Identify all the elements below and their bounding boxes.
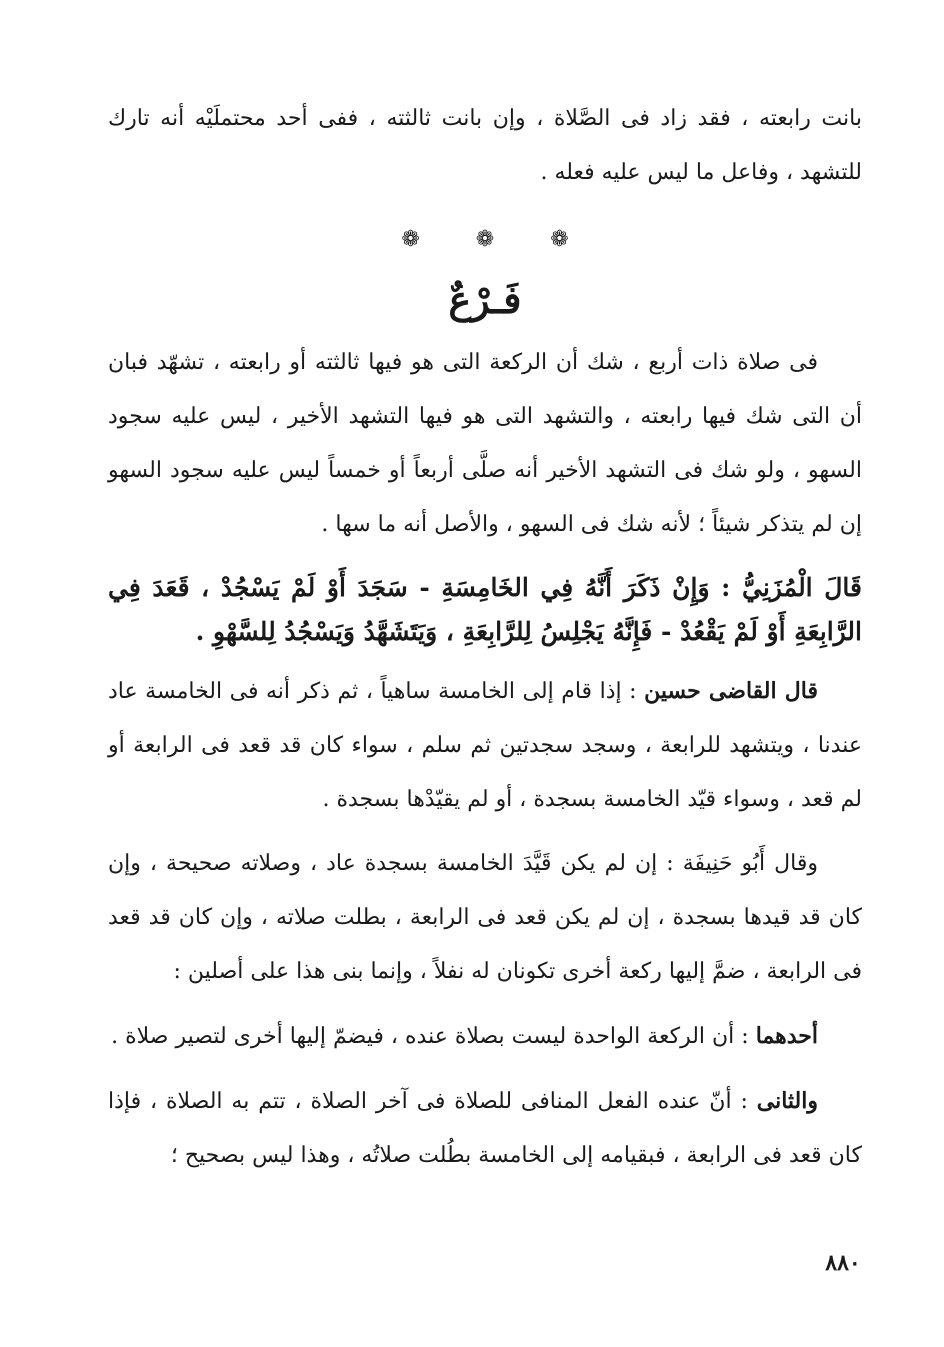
section-divider <box>108 208 862 272</box>
qadi-husayn-text: : إذا قام إلى الخامسة ساهياً ، ثم ذكر أنه فى الخامسة عاد عندنا ، ويتشهد للرابعة ، وسجد سجدتين ثم سلم ، سواء كان قد قعد فى الرابعة أو لم قعد ، وسواء قيّد الخامسة بسجدة ، أو لم يقيّدْها بسجدة . <box>108 679 862 812</box>
flower-ornament-icon: ❁ <box>475 227 495 252</box>
paragraph-doubt: فى صلاة ذات أربع ، شك أن الركعة التى هو فيها ثالثته أو رابعته ، تشهّد فبان أن التى شك فيها رابعته ، والتشهد التى هو فيها التشهد الأخير ، ليس عليه سجود السهو ، ولو شك فى التشهد الأخير أنه صلَّى أربعاً أو خمساً ليس عليه سجود السهو إن لم يتذكر شيئاً ؛ لأنه شك فى السهو ، والأصل أنه ما سها . <box>108 350 862 537</box>
paragraph-qadi-husayn <box>108 664 862 827</box>
qadi-husayn-lead: قال القاضى حسين <box>644 678 818 704</box>
muzani-quote: قَالَ الْمُزَنِيُّ : وَإِنْ ذَكَرَ أَنَّهُ فِي الخَامِسَةِ - سَجَدَ أَوْ لَمْ يَسْجُدْ ، قَعَدَ فِي الرَّابِعَةِ أَوْ لَمْ يَقْعُدْ - فَإِنَّهُ يَجْلِسُ لِلرَّابِعَةِ ، وَيَتَشَهَّدُ وَيَسْجُدُ لِلسَّهْوِ . <box>108 573 862 646</box>
first-principle-lead: أحدهما <box>755 1023 818 1049</box>
paragraph-abu-hanifa: وقال أَبُو حَنِيفَة : إن لم يكن قَيَّدَ الخامسة بسجدة عاد ، وصلاته صحيحة ، وإن كان قد قيدها بسجدة ، إن لم يكن قعد فى الرابعة ، بطلت صلاته ، وإن كان قد قعد فى الرابعة ، ضمَّ إليها ركعة أخرى تكونان له نفلاً ، وإنما بنى هذا على أصلين : <box>108 851 862 984</box>
paragraph-first-principle <box>108 1009 862 1064</box>
section-heading: فَـرْعٌ <box>448 277 522 322</box>
document-page <box>108 92 862 1183</box>
paragraph-second-principle <box>108 1074 862 1183</box>
flower-ornament-icon: ❁ <box>401 227 420 252</box>
second-principle-text: : أنّ عنده الفعل المنافى للصلاة فى آخر الصلاة ، تتم به الصلاة ، فإذا كان قعد فى الرابعة ، فبقيامه إلى الخامسة بطُلت صلاتُه ، وهذا ليس بصحيح ؛ <box>108 1089 862 1168</box>
page-number: ٨٨٠ <box>825 1250 861 1276</box>
first-principle-text: : أن الركعة الواحدة ليست بصلاة عنده ، فيضمّ إليها أخرى لتصير صلاة . <box>111 1024 756 1049</box>
continuation-paragraph: بانت رابعته ، فقد زاد فى الصَّلاة ، وإن بانت ثالثته ، ففى أحد محتملَيْه أنه تارك للتشهد ، وفاعل ما ليس عليه فعله . <box>108 106 862 185</box>
second-principle-lead: والثانى <box>756 1088 818 1114</box>
flower-ornament-icon: ❁ <box>550 227 569 252</box>
